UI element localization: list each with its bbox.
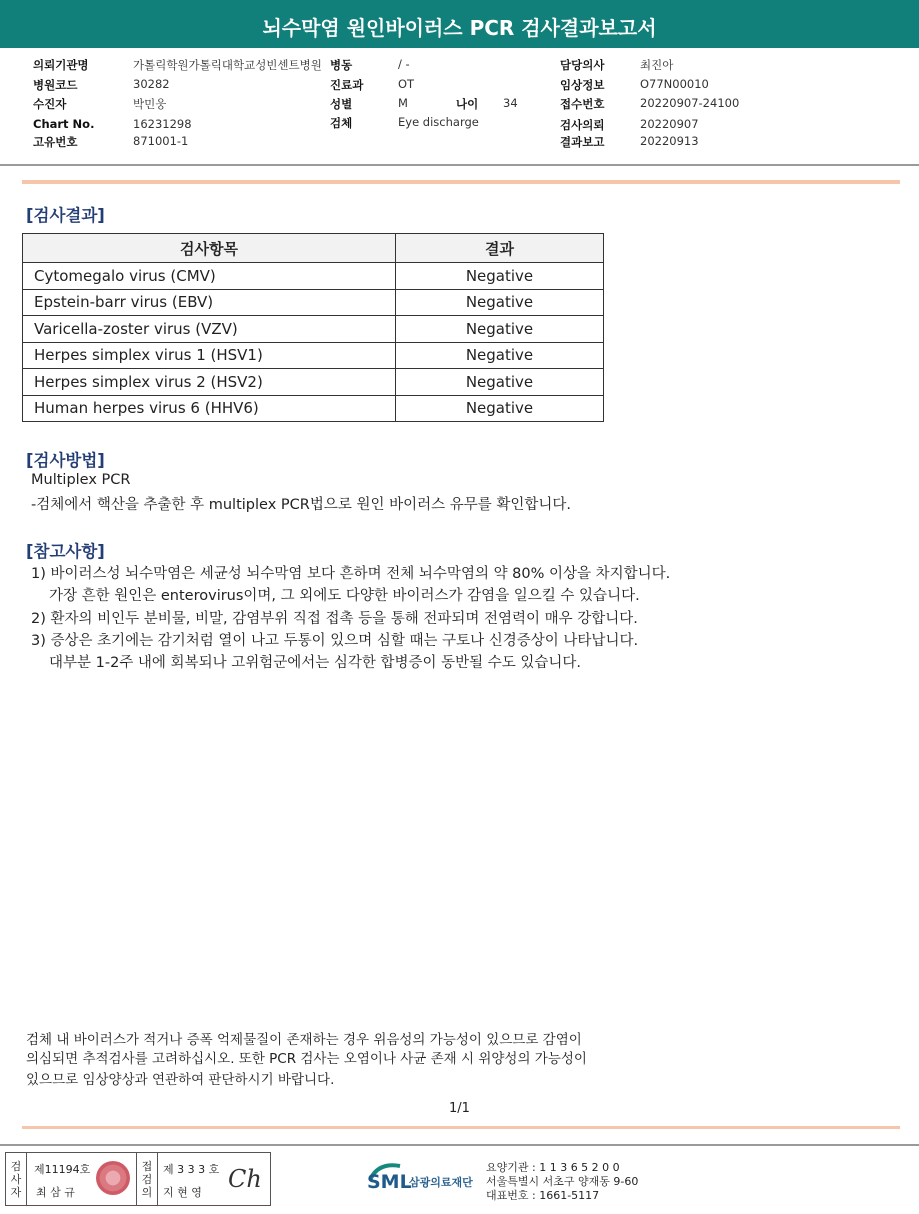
handwritten-signature: Ch [228, 1165, 262, 1193]
test-item: Human herpes virus 6 (HHV6) [23, 395, 396, 422]
reference-line: 2) 환자의 비인두 분비물, 비말, 감염부위 직접 접촉 등을 통해 전파되며 전염력이 매우 강합니다. [31, 611, 638, 627]
reference-line: 가장 흔한 원인은 enterovirus이며, 그 외에도 다양한 바이러스가 감염을 일으킬 수 있습니다. [49, 588, 640, 604]
report-label: 결과보고 [560, 135, 605, 149]
report-title: 뇌수막염 원인바이러스 PCR 검사결과보고서 [0, 0, 919, 48]
results-section-title: [검사결과] [26, 206, 105, 225]
reference-line: 1) 바이러스성 뇌수막염은 세균성 뇌수막염 보다 흔하며 전체 뇌수막염의 약 80% 이상을 차지합니다. [31, 566, 671, 582]
footnote-line: 의심되면 추적검사를 고려하십시오. 또한 PCR 검사는 오염이나 사균 존재 시 위양성의 가능성이 [26, 1051, 587, 1067]
table-row [23, 395, 604, 422]
doctor-label: 담당의사 [560, 58, 605, 72]
reference-section-title: [참고사항] [26, 542, 105, 561]
table-row [23, 342, 604, 369]
test-result: Negative [396, 395, 604, 422]
patient-value: 박민웅 [133, 97, 167, 111]
clinical-info-label: 임상정보 [560, 78, 605, 92]
tester-seal [96, 1161, 130, 1195]
method-description: -검체에서 핵산을 추출한 후 multiplex PCR법으로 원인 바이러스 유무를 확인합니다. [31, 497, 571, 513]
approver-license: 제 3 3 3 호 [163, 1163, 220, 1176]
patient-label: 수진자 [33, 97, 67, 111]
table-row [23, 316, 604, 343]
test-result: Negative [396, 316, 604, 343]
reference-line: 3) 증상은 초기에는 감기처럼 열이 나고 두통이 있으며 심할 때는 구토나 신경증상이 나타납니다. [31, 633, 639, 649]
sex-label: 성별 [330, 97, 353, 111]
results-table [22, 233, 604, 422]
method-section-title: [검사방법] [26, 451, 105, 470]
footer-divider [0, 1144, 919, 1146]
test-item: Herpes simplex virus 2 (HSV2) [23, 369, 396, 396]
approver-label: 접검의 [136, 1153, 158, 1205]
table-row [23, 263, 604, 290]
tester-license: 제11194호 [34, 1163, 91, 1176]
footnote-line: 검체 내 바이러스가 적거나 증폭 억제물질이 존재하는 경우 위음성의 가능성이 있으므로 감염이 [26, 1032, 582, 1048]
sex-value: M [398, 96, 408, 110]
test-item: Herpes simplex virus 1 (HSV1) [23, 342, 396, 369]
test-item: Varicella-zoster virus (VZV) [23, 316, 396, 343]
test-item: Cytomegalo virus (CMV) [23, 263, 396, 290]
organization-code: 요양기관 : 1 1 3 6 5 2 0 0 [486, 1161, 620, 1174]
ward-value: / - [398, 57, 410, 71]
organization-address: 서울특별시 서초구 양재동 9-60 [486, 1175, 639, 1188]
institution-value: 가톨릭학원가톨릭대학교성빈센트병원 [133, 58, 322, 72]
test-item: Epstein-barr virus (EBV) [23, 289, 396, 316]
unique-no-label: 고유번호 [33, 135, 78, 149]
unique-no-value: 871001-1 [133, 134, 189, 148]
test-result: Negative [396, 342, 604, 369]
test-result: Negative [396, 369, 604, 396]
specimen-value: Eye discharge [398, 115, 479, 129]
col-item-header: 검사항목 [23, 234, 396, 263]
department-label: 진료과 [330, 78, 364, 92]
receipt-value: 20220907-24100 [640, 96, 740, 110]
reference-line: 대부분 1-2주 내에 회복되나 고위험군에서는 심각한 합병증이 동반될 수도 있습니다. [49, 655, 582, 671]
clinical-info-value: O77N00010 [640, 77, 709, 91]
request-label: 검사의뢰 [560, 118, 605, 132]
page-number: 1/1 [449, 1101, 470, 1116]
doctor-value: 최진아 [640, 58, 674, 72]
tester-name: 최 삼 규 [36, 1186, 75, 1199]
receipt-label: 접수번호 [560, 97, 605, 111]
institution-label: 의뢰기관명 [33, 58, 89, 72]
request-date: 20220907 [640, 117, 699, 131]
method-line: Multiplex PCR [31, 472, 131, 488]
report-date: 20220913 [640, 134, 699, 148]
hospital-code-label: 병원코드 [33, 78, 78, 92]
sml-logo-text: SML [367, 1171, 412, 1193]
test-result: Negative [396, 263, 604, 290]
tester-label: 검사자 [6, 1153, 27, 1205]
col-result-header: 결과 [396, 234, 604, 263]
specimen-label: 검체 [330, 116, 353, 130]
chart-no-value: 16231298 [133, 117, 192, 131]
table-row [23, 369, 604, 396]
chart-no-label: Chart No. [33, 117, 95, 131]
age-label: 나이 [456, 97, 479, 111]
header-divider [0, 164, 919, 166]
table-row [23, 289, 604, 316]
test-result: Negative [396, 289, 604, 316]
age-value: 34 [503, 96, 518, 110]
section-divider-top [22, 180, 900, 184]
ward-label: 병동 [330, 58, 353, 72]
hospital-code-value: 30282 [133, 77, 170, 91]
footnote-line: 있으므로 임상양상과 연관하여 판단하시기 바랍니다. [26, 1072, 335, 1088]
organization-name: 삼광의료재단 [409, 1176, 473, 1189]
department-value: OT [398, 77, 415, 91]
organization-phone: 대표번호 : 1661-5117 [486, 1189, 600, 1202]
signature-box [5, 1152, 271, 1206]
patient-header [0, 48, 919, 163]
approver-name: 지 현 영 [163, 1186, 202, 1199]
section-divider-bottom [22, 1126, 900, 1129]
